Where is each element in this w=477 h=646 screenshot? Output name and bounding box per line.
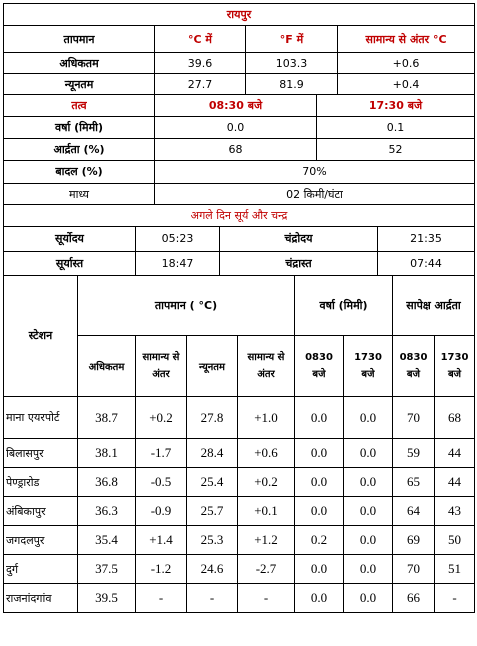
station-diff-min: -: [238, 584, 295, 613]
temp-row-diff: +0.4: [338, 74, 475, 95]
moonrise-value: 21:35: [378, 227, 475, 251]
station-row: [4, 497, 475, 526]
station-rain-0830: 0.0: [295, 584, 344, 613]
moonrise-label: चंद्रोदय: [220, 227, 378, 251]
station-rain-1730: 0.0: [344, 497, 393, 526]
max-header: अधिकतम: [78, 336, 136, 397]
station-max: 36.3: [78, 497, 136, 526]
next-day-title: अगले दिन सूर्य और चन्द्र: [4, 205, 475, 227]
temp-row-min: [4, 74, 475, 95]
station-diff-max: -: [136, 584, 187, 613]
temp-row-f: 81.9: [246, 74, 338, 95]
station-humidity-1730: 44: [435, 439, 475, 468]
station-humidity-0830: 65: [393, 468, 435, 497]
element-header-t1: 08:30 बजे: [155, 95, 317, 116]
station-diff-max: -1.7: [136, 439, 187, 468]
station-row: [4, 397, 475, 439]
min-header: न्यूनतम: [187, 336, 238, 397]
station-max: 37.5: [78, 555, 136, 584]
temp-row-diff: +0.6: [338, 53, 475, 74]
station-rain-1730: 0.0: [344, 397, 393, 439]
element-row-t1: 0.0: [155, 116, 317, 138]
temp-row-label: न्यूनतम: [4, 74, 155, 95]
station-humidity-0830: 70: [393, 397, 435, 439]
temp-row-c: 39.6: [155, 53, 246, 74]
station-diff-min: -2.7: [238, 555, 295, 584]
station-row: [4, 555, 475, 584]
element-row-t2: 0.1: [317, 116, 475, 138]
station-max: 35.4: [78, 526, 136, 555]
station-row: [4, 468, 475, 497]
station-max: 38.7: [78, 397, 136, 439]
station-row: [4, 584, 475, 613]
moonset-value: 07:44: [378, 251, 475, 275]
station-humidity-0830: 66: [393, 584, 435, 613]
sunset-value: 18:47: [136, 251, 220, 275]
station-rain-1730: 0.0: [344, 468, 393, 497]
station-diff-min: +1.0: [238, 397, 295, 439]
city-title: रायपुर: [4, 4, 475, 26]
station-diff-max: +0.2: [136, 397, 187, 439]
station-humidity-0830: 69: [393, 526, 435, 555]
station-min: 24.6: [187, 555, 238, 584]
humidity-1730-header: 1730 बजे: [435, 336, 475, 397]
temp-header-label: तापमान: [4, 26, 155, 53]
stations-table: [3, 276, 475, 614]
humidity-0830-header: 0830 बजे: [393, 336, 435, 397]
element-row-humidity: [4, 138, 475, 160]
station-diff-min: +0.6: [238, 439, 295, 468]
station-min: 27.8: [187, 397, 238, 439]
station-header: स्टेशन: [4, 276, 78, 397]
station-rain-1730: 0.0: [344, 555, 393, 584]
rain-0830-header: 0830 बजे: [295, 336, 344, 397]
station-humidity-1730: 68: [435, 397, 475, 439]
cloud-value: 70%: [155, 161, 475, 184]
station-name: राजनांदगांव: [4, 584, 78, 613]
temperature-header: तापमान ( °C): [78, 276, 295, 336]
cloud-label: बादल (%): [4, 161, 155, 184]
cloud-medium-table: [3, 161, 475, 228]
station-diff-max: -0.5: [136, 468, 187, 497]
station-rain-0830: 0.0: [295, 468, 344, 497]
sunrise-value: 05:23: [136, 227, 220, 251]
station-name: अंबिकापुर: [4, 497, 78, 526]
temp-header-f: °F में: [246, 26, 338, 53]
station-rain-0830: 0.0: [295, 555, 344, 584]
station-name: बिलासपुर: [4, 439, 78, 468]
sunset-label: सूर्यास्त: [4, 251, 136, 275]
sun-moon-table: [3, 227, 475, 276]
station-rain-0830: 0.0: [295, 397, 344, 439]
temp-row-f: 103.3: [246, 53, 338, 74]
station-rain-0830: 0.0: [295, 439, 344, 468]
sun-moon-row: [4, 227, 475, 251]
temp-row-max: [4, 53, 475, 74]
elements-table: [3, 95, 475, 161]
station-diff-max: +1.4: [136, 526, 187, 555]
temp-row-c: 27.7: [155, 74, 246, 95]
station-rain-1730: 0.0: [344, 526, 393, 555]
rain-header: वर्षा (मिमी): [295, 276, 393, 336]
diff-max-header: सामान्य से अंतर: [136, 336, 187, 397]
medium-label: माध्य: [4, 184, 155, 205]
station-name: माना एयरपोर्ट: [4, 397, 78, 439]
station-humidity-1730: 50: [435, 526, 475, 555]
raipur-summary-table: [3, 3, 475, 95]
station-diff-min: +1.2: [238, 526, 295, 555]
station-min: 25.4: [187, 468, 238, 497]
station-min: 25.3: [187, 526, 238, 555]
station-diff-min: +0.1: [238, 497, 295, 526]
station-diff-max: -1.2: [136, 555, 187, 584]
element-row-label: आर्द्रता (%): [4, 138, 155, 160]
station-min: 28.4: [187, 439, 238, 468]
diff-min-header: सामान्य से अंतर: [238, 336, 295, 397]
station-humidity-1730: -: [435, 584, 475, 613]
medium-row: [4, 184, 475, 205]
station-max: 36.8: [78, 468, 136, 497]
element-row-label: वर्षा (मिमी): [4, 116, 155, 138]
station-humidity-0830: 59: [393, 439, 435, 468]
station-rain-0830: 0.2: [295, 526, 344, 555]
station-humidity-0830: 64: [393, 497, 435, 526]
moonset-label: चंद्रास्त: [220, 251, 378, 275]
station-row: [4, 439, 475, 468]
station-row: [4, 526, 475, 555]
element-row-rain: [4, 116, 475, 138]
station-rain-1730: 0.0: [344, 439, 393, 468]
station-humidity-1730: 43: [435, 497, 475, 526]
station-rain-0830: 0.0: [295, 497, 344, 526]
station-min: -: [187, 584, 238, 613]
temp-row-label: अधिकतम: [4, 53, 155, 74]
station-humidity-0830: 70: [393, 555, 435, 584]
station-rain-1730: 0.0: [344, 584, 393, 613]
element-header-label: तत्व: [4, 95, 155, 116]
station-max: 39.5: [78, 584, 136, 613]
element-row-t1: 68: [155, 138, 317, 160]
station-min: 25.7: [187, 497, 238, 526]
cloud-row: [4, 161, 475, 184]
temp-header-c: °C में: [155, 26, 246, 53]
station-max: 38.1: [78, 439, 136, 468]
station-name: पेण्ड्रारोड: [4, 468, 78, 497]
temp-header-diff: सामान्य से अंतर °C: [338, 26, 475, 53]
station-humidity-1730: 51: [435, 555, 475, 584]
humidity-header: सापेक्ष आर्द्रता: [393, 276, 475, 336]
element-header-t2: 17:30 बजे: [317, 95, 475, 116]
element-row-t2: 52: [317, 138, 475, 160]
rain-1730-header: 1730 बजे: [344, 336, 393, 397]
station-diff-max: -0.9: [136, 497, 187, 526]
station-humidity-1730: 44: [435, 468, 475, 497]
station-name: दुर्ग: [4, 555, 78, 584]
sun-moon-row: [4, 251, 475, 275]
weather-report: [3, 3, 474, 613]
station-diff-min: +0.2: [238, 468, 295, 497]
medium-value: 02 किमी/घंटा: [155, 184, 475, 205]
station-name: जगदलपुर: [4, 526, 78, 555]
sunrise-label: सूर्योदय: [4, 227, 136, 251]
